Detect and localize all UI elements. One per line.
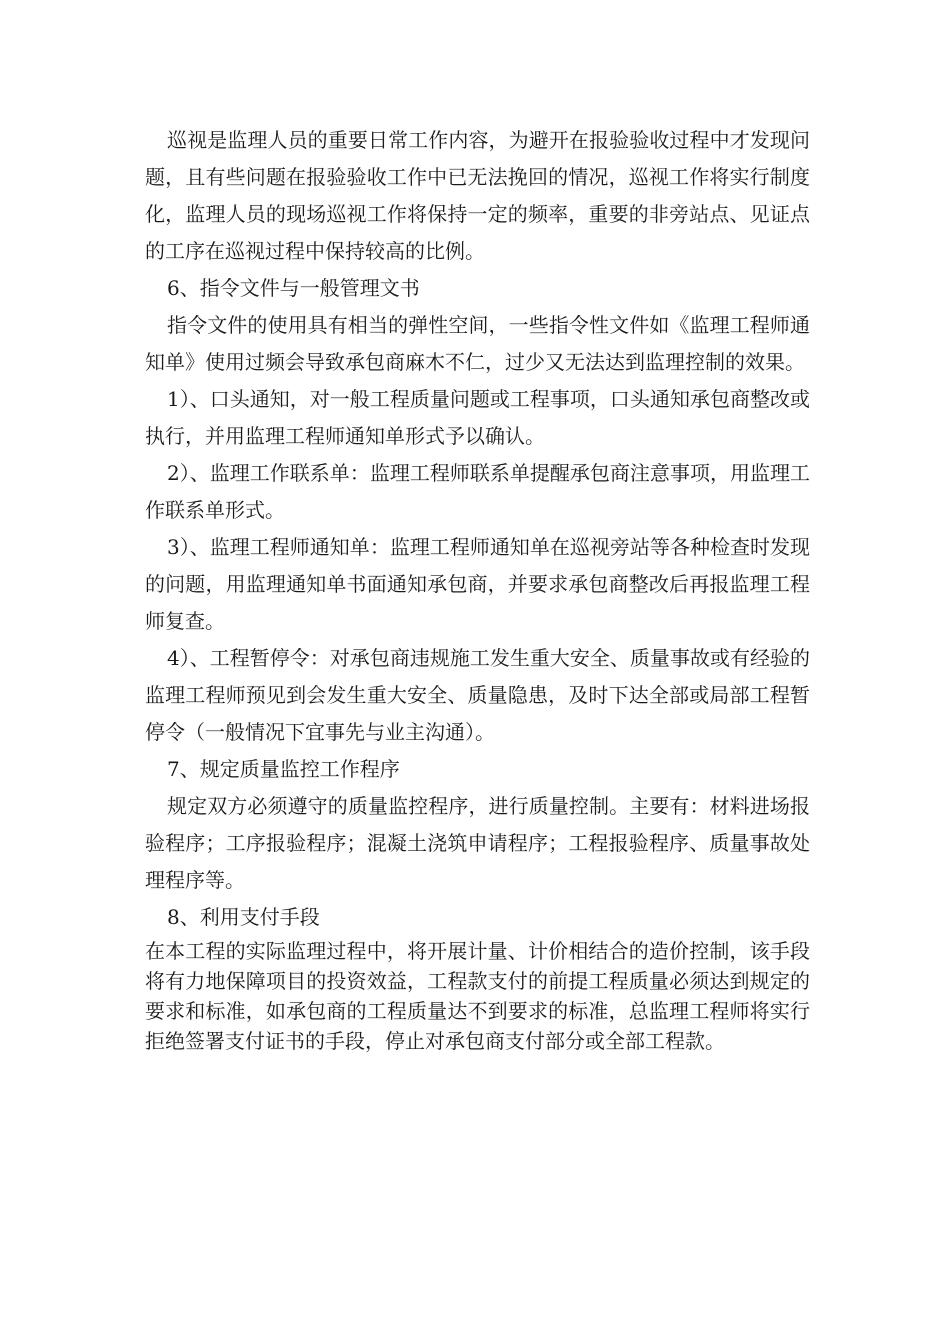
paragraph-quality-procedures: 规定双方必须遵守的质量监控程序，进行质量控制。主要有：材料进场报验程序；工序报验程序；混凝土浇筑申请程序；工程报验程序、质量事故处理程序等。 <box>145 794 810 892</box>
list-item-suspension-order: 4）、工程暂停令：对承包商违规施工发生重大安全、质量事故或有经验的监理工程师预见到会发生重大安全、质量隐患，及时下达全部或局部工程暂停令（一般情况下宜事先与业主沟通）。 <box>145 646 810 744</box>
list-item-verbal-notice: 1）、口头通知，对一般工程质量问题或工程事项，口头通知承包商整改或执行，并用监理工程师通知单形式予以确认。 <box>145 387 810 448</box>
paragraph-payment-means: 在本工程的实际监理过程中，将开展计量、计价相结合的造价控制，该手段将有力地保障项目的投资效益，工程款支付的前提工程质量必须达到规定的要求和标准，如承包商的工程质量达不到要求的标准，总监理工程师将实行拒绝签署支付证书的手段，停止对承包商支付部分或全部工程款。 <box>145 939 810 1053</box>
list-item-contact-sheet: 2）、监理工作联系单：监理工程师联系单提醒承包商注意事项，用监理工作联系单形式。 <box>145 461 810 522</box>
section-heading-8: 8、利用支付手段 <box>167 905 320 929</box>
section-heading-6: 6、指令文件与一般管理文书 <box>167 276 420 300</box>
paragraph-inspection: 巡视是监理人员的重要日常工作内容，为避开在报验验收过程中才发现问题，且有些问题在报验验收工作中已无法挽回的情况，巡视工作将实行制度化，监理人员的现场巡视工作将保持一定的频率，重要的非旁站点、见证点的工序在巡视过程中保持较高的比例。 <box>145 128 810 263</box>
document-body <box>145 122 810 1056</box>
section-heading-7: 7、规定质量监控工作程序 <box>167 757 400 781</box>
paragraph-directive-documents: 指令文件的使用具有相当的弹性空间，一些指令性文件如《监理工程师通知单》使用过频会导致承包商麻木不仁，过少又无法达到监理控制的效果。 <box>145 313 810 374</box>
list-item-engineer-notice: 3）、监理工程师通知单：监理工程师通知单在巡视旁站等各种检查时发现的问题，用监理通知单书面通知承包商，并要求承包商整改后再报监理工程师复查。 <box>145 535 810 633</box>
